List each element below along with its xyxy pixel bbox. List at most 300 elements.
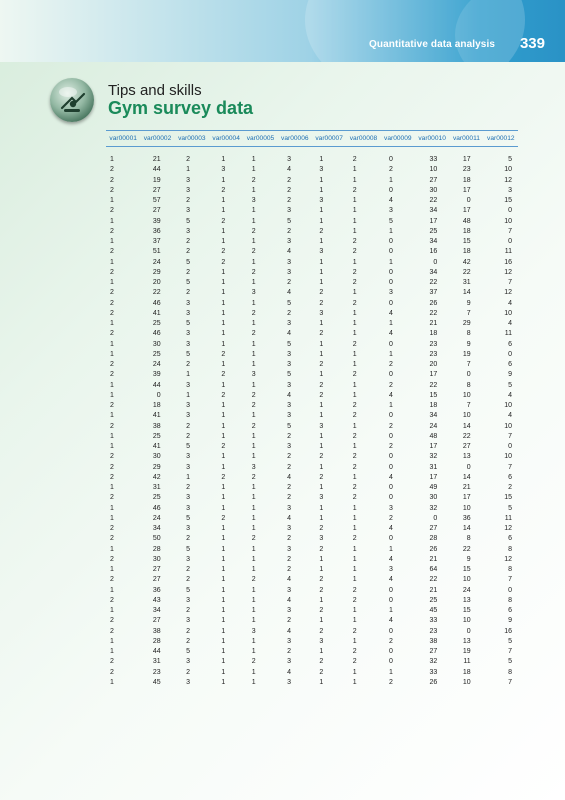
table-cell: 5	[508, 637, 512, 645]
table-cell: 2	[110, 617, 114, 625]
table-cell: 2	[110, 309, 114, 317]
table-cell: 1	[389, 258, 393, 266]
table-cell: 27	[429, 525, 438, 532]
table-cell: 1	[352, 207, 357, 215]
table-cell: 1	[352, 504, 357, 512]
table-cell: 1	[352, 350, 357, 358]
table-cell: 2	[221, 186, 226, 194]
table-cell: 2	[352, 402, 357, 409]
table-cell: 2	[287, 176, 291, 184]
table-cell: 1	[352, 176, 357, 184]
table-cell: 1	[186, 473, 190, 481]
table-cell: 2	[319, 289, 324, 297]
table-cell: 2	[352, 371, 357, 379]
table-cell: 3	[389, 566, 393, 573]
table-cell: 1	[251, 340, 256, 348]
table-row	[106, 586, 518, 596]
table-cell: 31	[462, 279, 471, 286]
table-cell: 1	[352, 309, 357, 317]
table-cell: 9	[466, 299, 471, 307]
table-cell: 34	[152, 525, 161, 532]
table-cell: 29	[152, 463, 161, 471]
table-cell: 5	[287, 340, 291, 348]
table-cell: 1	[352, 422, 357, 430]
table-cell: 1	[251, 350, 256, 358]
table-cell: 2	[287, 494, 291, 502]
table-cell: 15	[504, 197, 512, 204]
table-cell: 1	[352, 555, 357, 563]
table-cell: 1	[251, 596, 256, 604]
table-row	[106, 165, 518, 175]
section-label: Tips and skills	[108, 82, 202, 99]
table-header-row	[106, 131, 518, 147]
table-cell: 2	[389, 361, 393, 368]
table-cell: 1	[251, 484, 256, 491]
table-cell: 17	[429, 371, 438, 379]
table-cell: 1	[352, 227, 357, 235]
table-cell: 5	[508, 504, 512, 512]
table-cell: 1	[221, 361, 226, 368]
table-row	[106, 637, 518, 647]
table-cell: 2	[352, 279, 357, 286]
table-cell: 2	[221, 443, 226, 450]
table-cell: 3	[186, 207, 190, 215]
table-cell: 1	[221, 494, 226, 502]
table-cell: 10	[462, 412, 471, 420]
table-cell: 1	[352, 217, 357, 225]
table-cell: 34	[429, 238, 438, 245]
table-cell: 1	[221, 607, 226, 614]
table-cell: 2	[110, 330, 114, 338]
table-cell: 1	[251, 453, 256, 461]
table-cell: 49	[429, 484, 438, 491]
table-cell: 3	[186, 494, 190, 502]
table-cell: 26	[429, 299, 438, 307]
table-row	[106, 493, 518, 503]
table-cell: 6	[508, 473, 512, 481]
table-cell: 2	[287, 484, 291, 491]
table-cell: 1	[389, 607, 393, 614]
table-cell: 5	[186, 586, 190, 594]
table-cell: 1	[319, 350, 324, 358]
table-cell: 25	[152, 320, 161, 327]
table-cell: 0	[389, 238, 393, 245]
table-row	[106, 360, 518, 370]
table-cell: 1	[319, 566, 324, 573]
table-cell: 18	[152, 402, 161, 409]
table-cell: 7	[508, 432, 512, 440]
table-cell: 33	[429, 668, 438, 676]
page-header-band	[0, 0, 565, 62]
table-cell: 1	[221, 576, 226, 584]
table-cell: 20	[429, 361, 438, 368]
table-cell: 1	[110, 566, 114, 573]
table-cell: 1	[352, 320, 357, 327]
table-cell: 2	[186, 156, 190, 163]
table-row	[106, 616, 518, 626]
tips-and-skills-icon	[50, 78, 94, 122]
table-cell: 0	[389, 340, 393, 348]
table-cell: 1	[110, 197, 114, 204]
column-header: var00002	[140, 131, 174, 147]
table-cell: 1	[221, 299, 226, 307]
table-row	[106, 401, 518, 411]
table-cell: 1	[389, 320, 393, 327]
table-cell: 8	[466, 381, 471, 389]
table-cell: 1	[221, 176, 226, 184]
table-cell: 17	[462, 207, 471, 215]
table-cell: 4	[508, 299, 512, 307]
table-cell: 1	[221, 330, 226, 338]
table-cell: 12	[504, 525, 512, 532]
table-cell: 2	[110, 627, 114, 635]
table-cell: 1	[389, 668, 393, 676]
table-cell: 44	[152, 381, 161, 389]
table-cell: 1	[221, 678, 226, 686]
table-cell: 1	[352, 617, 357, 625]
table-cell: 2	[221, 473, 226, 481]
table-cell: 9	[466, 555, 471, 563]
table-cell: 32	[429, 453, 438, 461]
table-cell: 18	[429, 402, 438, 409]
table-cell: 21	[429, 555, 438, 563]
table-cell: 2	[110, 361, 114, 368]
table-cell: 1	[251, 514, 256, 522]
table-cell: 0	[389, 648, 393, 655]
table-cell: 1	[221, 535, 226, 543]
table-cell: 1	[251, 648, 256, 655]
table-cell: 1	[221, 463, 226, 471]
table-cell: 1	[352, 473, 357, 481]
table-cell: 4	[287, 248, 291, 256]
table-cell: 33	[429, 617, 438, 625]
table-row	[106, 391, 518, 401]
table-cell: 2	[186, 248, 190, 256]
table-cell: 7	[508, 227, 512, 235]
table-cell: 6	[508, 340, 512, 348]
table-cell: 3	[287, 443, 291, 450]
table-cell: 2	[352, 494, 357, 502]
table-cell: 2	[110, 555, 114, 563]
table-cell: 4	[508, 320, 512, 327]
table-row	[106, 575, 518, 585]
table-cell: 6	[508, 607, 512, 614]
table-cell: 2	[287, 566, 291, 573]
table-cell: 1	[251, 238, 256, 245]
table-cell: 1	[251, 361, 256, 368]
table-cell: 11	[463, 658, 471, 666]
table-cell: 0	[389, 186, 393, 194]
table-cell: 4	[389, 576, 393, 584]
table-cell: 2	[221, 514, 226, 522]
table-cell: 2	[319, 473, 324, 481]
table-cell: 4	[287, 166, 291, 174]
table-cell: 34	[429, 268, 438, 276]
table-row	[106, 319, 518, 329]
table-row	[106, 422, 518, 432]
table-cell: 20	[152, 279, 161, 286]
table-cell: 15	[462, 238, 471, 245]
table-cell: 1	[221, 156, 226, 163]
table-cell: 3	[186, 617, 190, 625]
table-cell: 17	[429, 217, 438, 225]
table-cell: 38	[429, 637, 438, 645]
table-cell: 3	[287, 545, 291, 553]
table-cell: 11	[504, 330, 512, 338]
table-cell: 10	[504, 402, 512, 409]
table-cell: 3	[389, 289, 393, 297]
table-cell: 14	[462, 473, 471, 481]
table-cell: 29	[152, 268, 161, 276]
table-cell: 28	[152, 637, 161, 645]
table-cell: 42	[152, 473, 161, 481]
table-cell: 0	[389, 463, 393, 471]
table-cell: 0	[389, 412, 393, 420]
table-cell: 0	[389, 535, 393, 543]
table-cell: 1	[389, 350, 393, 358]
table-cell: 8	[508, 596, 512, 604]
table-cell: 13	[462, 637, 471, 645]
table-cell: 17	[462, 494, 471, 502]
table-cell: 1	[389, 545, 393, 553]
table-cell: 5	[389, 217, 393, 225]
table-cell: 1	[110, 238, 114, 245]
table-cell: 2	[319, 545, 324, 553]
table-cell: 2	[319, 361, 324, 368]
table-cell: 5	[287, 217, 291, 225]
table-cell: 9	[508, 617, 512, 625]
table-cell: 1	[221, 484, 226, 491]
table-cell: 17	[462, 156, 471, 163]
table-cell: 2	[319, 586, 324, 594]
table-cell: 4	[287, 330, 291, 338]
table-row	[106, 196, 518, 206]
table-cell: 3	[287, 207, 291, 215]
table-row	[106, 627, 518, 637]
table-cell: 1	[221, 432, 226, 440]
table-cell: 1	[221, 617, 226, 625]
table-cell: 2	[352, 248, 357, 256]
table-row	[106, 370, 518, 380]
table-cell: 14	[462, 525, 471, 532]
table-cell: 1	[186, 166, 190, 174]
table-cell: 1	[221, 381, 226, 389]
table-cell: 1	[319, 176, 324, 184]
table-cell: 5	[186, 545, 190, 553]
table-row	[106, 534, 518, 544]
table-cell: 3	[287, 381, 291, 389]
table-cell: 2	[110, 473, 114, 481]
table-cell: 1	[319, 555, 324, 563]
table-cell: 2	[110, 176, 114, 184]
table-cell: 1	[251, 258, 256, 266]
table-cell: 46	[152, 330, 161, 338]
table-cell: 44	[152, 648, 161, 655]
table-cell: 36	[462, 514, 471, 522]
table-cell: 2	[389, 678, 393, 686]
table-cell: 3	[287, 238, 291, 245]
table-cell: 2	[110, 494, 114, 502]
table-cell: 27	[429, 176, 438, 184]
column-header: var00005	[243, 131, 277, 147]
table-cell: 30	[429, 494, 438, 502]
table-cell: 4	[389, 525, 393, 532]
table-cell: 2	[110, 668, 114, 676]
gym-survey-data-table	[106, 130, 518, 688]
table-cell: 5	[186, 320, 190, 327]
table-cell: 7	[508, 648, 512, 655]
table-cell: 2	[319, 607, 324, 614]
table-cell: 10	[462, 617, 471, 625]
table-cell: 2	[186, 238, 190, 245]
table-cell: 2	[352, 299, 357, 307]
table-cell: 27	[152, 207, 161, 215]
table-cell: 3	[287, 637, 291, 645]
column-header: var00007	[312, 131, 346, 147]
table-cell: 2	[352, 596, 357, 604]
table-row	[106, 227, 518, 237]
table-cell: 2	[110, 289, 114, 297]
table-row	[106, 606, 518, 616]
table-cell: 48	[429, 432, 438, 440]
table-cell: 22	[429, 197, 438, 204]
table-cell: 2	[186, 197, 190, 204]
table-cell: 2	[319, 299, 324, 307]
table-cell: 3	[319, 248, 324, 256]
table-cell: 2	[287, 463, 291, 471]
table-cell: 1	[110, 484, 114, 491]
table-cell: 0	[389, 494, 393, 502]
table-cell: 1	[251, 186, 256, 194]
table-cell: 1	[319, 320, 324, 327]
table-cell: 3	[287, 504, 291, 512]
table-cell: 1	[110, 637, 114, 645]
table-cell: 1	[319, 617, 324, 625]
table-cell: 3	[186, 453, 190, 461]
table-cell: 2	[186, 268, 190, 276]
table-cell: 2	[352, 340, 357, 348]
table-cell: 10	[504, 166, 512, 174]
column-header: var00009	[381, 131, 415, 147]
table-cell: 22	[429, 279, 438, 286]
table-cell: 22	[462, 268, 471, 276]
table-cell: 3	[508, 186, 512, 194]
table-cell: 1	[352, 289, 357, 297]
table-cell: 3	[186, 299, 190, 307]
table-cell: 21	[152, 156, 161, 163]
table-cell: 3	[186, 402, 190, 409]
table-cell: 0	[466, 197, 471, 204]
table-cell: 15	[429, 391, 438, 399]
table-cell: 8	[466, 330, 471, 338]
table-cell: 1	[389, 402, 393, 409]
table-cell: 1	[352, 361, 357, 368]
table-cell: 2	[251, 576, 256, 584]
table-cell: 28	[429, 535, 438, 543]
table-cell: 31	[152, 484, 161, 491]
table-cell: 4	[389, 391, 393, 399]
table-cell: 3	[186, 463, 190, 471]
table-cell: 23	[429, 627, 438, 635]
table-cell: 3	[389, 504, 393, 512]
table-cell: 3	[319, 197, 324, 204]
table-cell: 3	[186, 330, 190, 338]
table-row	[106, 176, 518, 186]
table-cell: 1	[352, 391, 357, 399]
table-cell: 1	[319, 156, 324, 163]
table-cell: 4	[508, 412, 512, 420]
table-cell: 2	[110, 422, 114, 430]
table-cell: 2	[251, 402, 256, 409]
table-cell: 5	[508, 658, 512, 666]
table-cell: 2	[110, 186, 114, 194]
table-cell: 3	[186, 412, 190, 420]
table-cell: 1	[389, 227, 393, 235]
table-row	[106, 186, 518, 196]
table-cell: 1	[110, 320, 114, 327]
table-cell: 4	[287, 391, 291, 399]
table-cell: 23	[462, 166, 471, 174]
table-cell: 4	[287, 576, 291, 584]
table-cell: 2	[110, 453, 114, 461]
table-cell: 26	[429, 678, 438, 686]
table-cell: 1	[319, 463, 324, 471]
table-cell: 2	[251, 248, 256, 256]
table-row	[106, 647, 518, 657]
table-cell: 4	[389, 473, 393, 481]
table-cell: 14	[462, 422, 471, 430]
table-row	[106, 278, 518, 288]
table-cell: 3	[251, 627, 256, 635]
table-cell: 1	[110, 391, 114, 399]
table-cell: 1	[221, 402, 226, 409]
table-row	[106, 504, 518, 514]
table-cell: 3	[221, 166, 226, 174]
table-cell: 1	[319, 504, 324, 512]
table-cell: 2	[186, 361, 190, 368]
table-cell: 2	[251, 176, 256, 184]
table-cell: 1	[319, 268, 324, 276]
column-header: var00008	[346, 131, 380, 147]
table-row	[106, 596, 518, 606]
table-cell: 2	[221, 391, 226, 399]
table-cell: 2	[110, 299, 114, 307]
table-row	[106, 411, 518, 421]
table-cell: 3	[186, 227, 190, 235]
table-cell: 0	[466, 627, 471, 635]
table-cell: 2	[186, 637, 190, 645]
table-cell: 2	[186, 607, 190, 614]
table-cell: 44	[152, 166, 161, 174]
table-cell: 2	[319, 627, 324, 635]
table-cell: 2	[110, 596, 114, 604]
running-head: Quantitative data analysis	[369, 39, 495, 50]
table-cell: 38	[152, 627, 161, 635]
table-cell: 1	[352, 545, 357, 553]
table-cell: 1	[221, 289, 226, 297]
table-cell: 6	[508, 535, 512, 543]
table-cell: 30	[152, 340, 161, 348]
table-cell: 15	[462, 566, 471, 573]
column-header: var00012	[484, 131, 518, 147]
table-cell: 1	[319, 207, 324, 215]
table-cell: 5	[186, 514, 190, 522]
table-cell: 13	[462, 596, 471, 604]
table-cell: 38	[152, 422, 161, 430]
table-cell: 12	[504, 268, 512, 276]
table-cell: 3	[287, 678, 291, 686]
table-cell: 5	[186, 648, 190, 655]
